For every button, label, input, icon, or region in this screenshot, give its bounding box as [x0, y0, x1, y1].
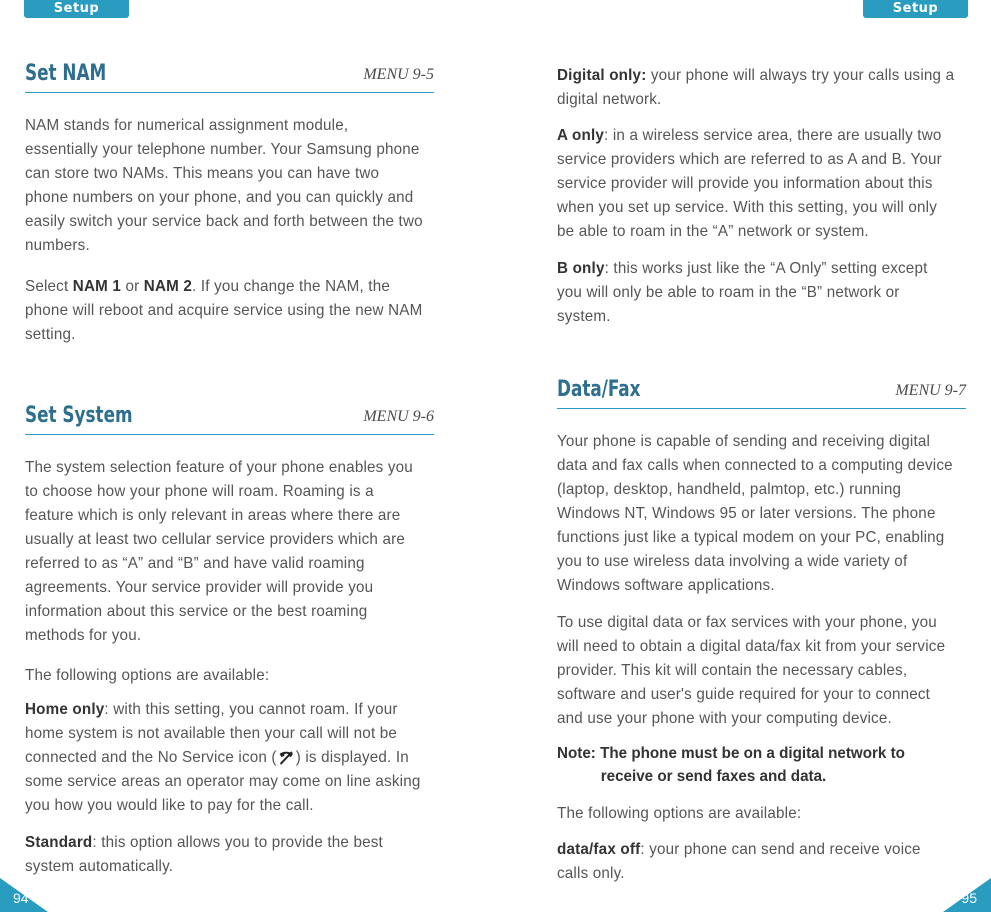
- a-only-text: : in a wireless service area, there are usually two service providers which are referred to as A and B. Your service provider will provide you information about this when you set up service. With this setting, you will only be able to roam in the “A” network or system.: [557, 127, 942, 240]
- set-nam-paragraph-1: NAM stands for numerical assignment module, essentially your telephone number. Your Samsung phone can store two NAMs. This means you can have two phone numbers on your phone, and you can quickly and easily switch your service back and forth between the two numbers.: [25, 117, 423, 254]
- page-number-left: 94: [13, 890, 29, 906]
- b-only-option: [557, 257, 956, 329]
- home-only-text-a: : with this setting, you cannot roam. If your home system is not available then your call will not be connected and the No Service icon (: [25, 701, 398, 766]
- home-only-option: [25, 698, 424, 818]
- digital-only-option: [557, 64, 956, 112]
- b-only-label: B only: [557, 260, 605, 277]
- b-only-text: : this works just like the “A Only” setting except you will only be able to roam in the “B” network or system.: [557, 260, 928, 325]
- data-fax-off-option: [557, 838, 956, 886]
- nam-reboot-text: . If you change the NAM, the phone will reboot and acquire service using the new NAM setting.: [25, 278, 423, 343]
- data-fax-paragraph-2: To use digital data or fax services with your phone, you will need to obtain a digital data/fax kit from your service provider. This kit will contain the necessary cables, software and user's guide required for your to connect and use your phone with your computing device.: [557, 614, 946, 727]
- a-only-label: A only: [557, 127, 605, 144]
- page-number-right: 95: [961, 890, 977, 906]
- no-service-icon: [277, 749, 296, 767]
- data-fax-title: Data/Fax: [557, 377, 641, 402]
- select-text: Select: [25, 278, 73, 295]
- home-only-label: Home only: [25, 701, 105, 718]
- set-system-menu-ref: MENU 9-6: [363, 408, 434, 425]
- set-system-paragraph-1: The system selection feature of your phone enables you to choose how your phone will roam. Roaming is a feature which is only relevant in areas where there are usually at least two cellular service providers which are referred to as “A” and “B” and have valid roaming agreements. Your service provider will provide you information about this service or the best roaming methods for you.: [25, 459, 413, 644]
- nam-2-label: NAM 2: [143, 278, 193, 295]
- data-fax-paragraph-1: Your phone is capable of sending and receiving digital data and fax calls when connected to a computing device (laptop, desktop, handheld, palmtop, etc.) running Windows NT, Windows 95 or later versions. The phone functions just like a typical modem on your PC, enabling you to use wireless data involving a wide variety of Windows software applications.: [557, 433, 953, 594]
- a-only-option: [557, 124, 956, 244]
- standard-label: Standard: [25, 834, 93, 851]
- data-fax-note: [557, 742, 966, 788]
- digital-only-text: your phone will always try your calls using a digital network.: [557, 67, 955, 108]
- data-fax-options-intro: The following options are available:: [557, 805, 802, 822]
- note-label: Note:: [557, 745, 596, 762]
- digital-only-label: Digital only:: [557, 67, 647, 84]
- standard-text: : this option allows you to provide the best system automatically.: [25, 834, 383, 875]
- nam-1-label: NAM 1: [72, 278, 122, 295]
- note-line-2: receive or send faxes and data.: [600, 768, 827, 785]
- set-nam-title: Set NAM: [25, 61, 107, 86]
- data-fax-heading-row: [557, 368, 966, 409]
- set-system-heading-row: [25, 394, 434, 435]
- set-nam-heading-row: [25, 52, 434, 93]
- set-system-options-intro: The following options are available:: [25, 667, 270, 684]
- or-text: or: [121, 278, 144, 295]
- set-nam-paragraph-2: [25, 275, 424, 347]
- data-fax-off-label: data/fax off: [557, 841, 641, 858]
- section-tab-left: Setup: [24, 0, 129, 18]
- set-system-title: Set System: [25, 403, 133, 428]
- data-fax-menu-ref: MENU 9-7: [895, 382, 966, 399]
- standard-option: [25, 831, 424, 879]
- note-line-1: The phone must be on a digital network to: [595, 745, 905, 762]
- set-nam-menu-ref: MENU 9-5: [363, 66, 434, 83]
- home-only-text-b: ) is displayed. In some service areas an operator may come on line asking you how you would like to pay for the call.: [25, 749, 421, 814]
- data-fax-off-text: : your phone can send and receive voice calls only.: [557, 841, 921, 882]
- section-tab-right: Setup: [863, 0, 968, 18]
